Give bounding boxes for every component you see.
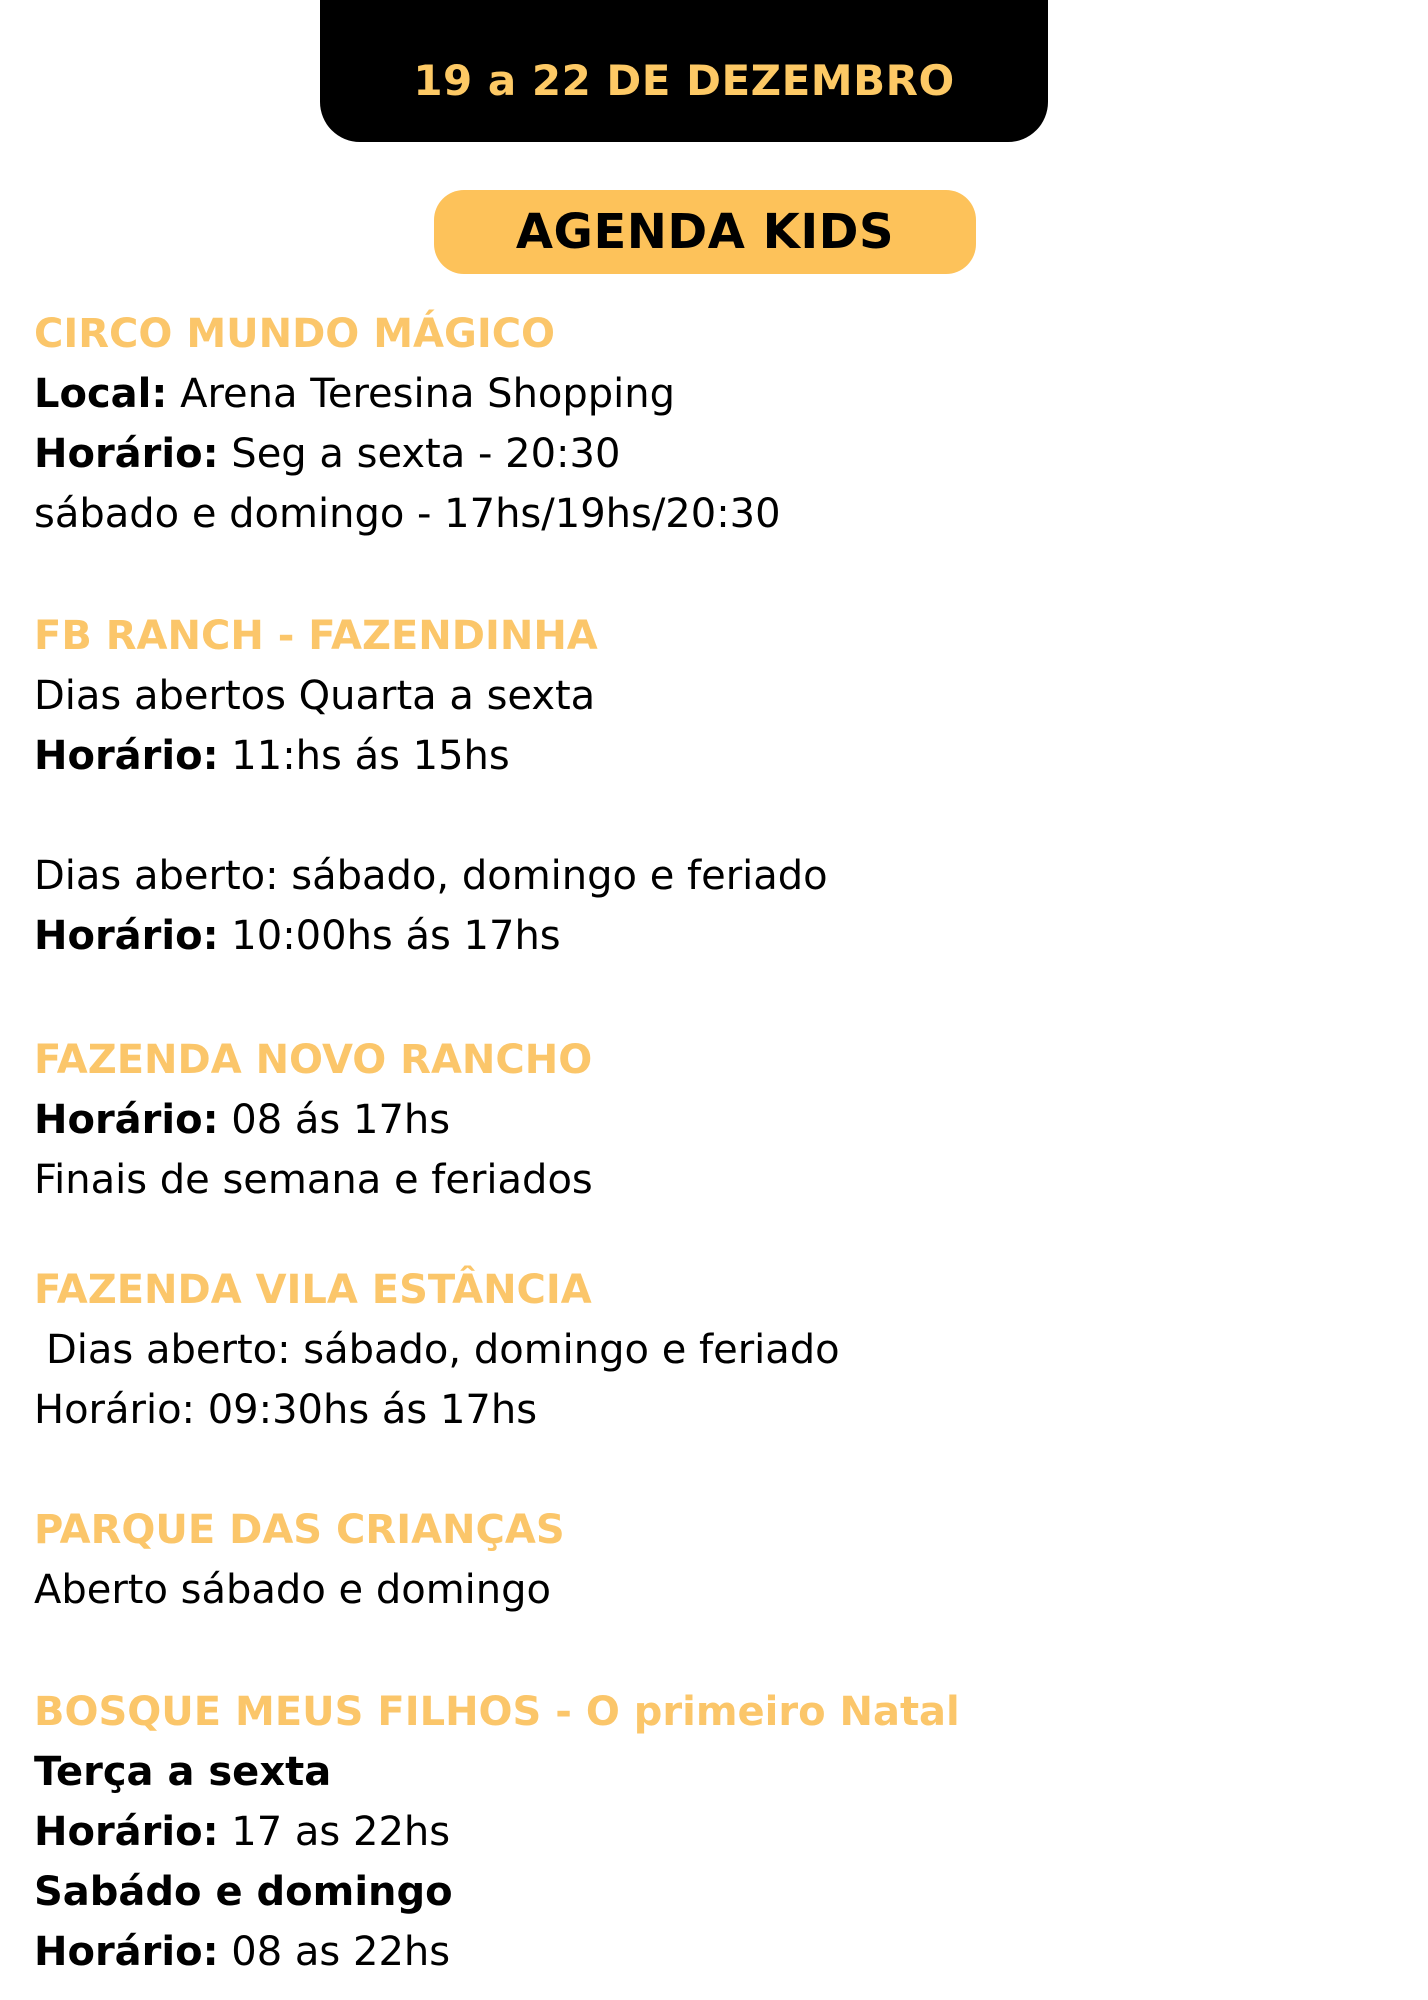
line-label: Local: bbox=[34, 371, 168, 417]
circo-horario-line bbox=[34, 431, 621, 477]
line-text: 10:00hs ás 17hs bbox=[218, 913, 561, 959]
line-text: 17 as 22hs bbox=[218, 1809, 451, 1855]
parque-criancas-days-line bbox=[34, 1567, 551, 1613]
line-text: 11:hs ás 15hs bbox=[218, 733, 510, 779]
circo-weekend-line bbox=[34, 491, 781, 537]
section-title-circo: CIRCO MUNDO MÁGICO bbox=[34, 311, 556, 357]
line-label: Horário: bbox=[34, 1809, 219, 1855]
line-text: Seg a sexta - 20:30 bbox=[218, 431, 621, 477]
novo-rancho-days-line bbox=[34, 1157, 593, 1203]
fb-ranch-weekend-days-line bbox=[34, 853, 828, 899]
line-label: Horário: bbox=[34, 1929, 219, 1975]
agenda-kids-badge bbox=[434, 190, 976, 274]
section-title-fb-ranch: FB RANCH - FAZENDINHA bbox=[34, 613, 598, 659]
vila-estancia-days-line bbox=[46, 1327, 840, 1373]
line-label: Sabádo e domingo bbox=[34, 1869, 453, 1915]
line-text: Dias aberto: sábado, domingo e feriado bbox=[34, 853, 828, 899]
line-text: Dias aberto: sábado, domingo e feriado bbox=[46, 1327, 840, 1373]
vila-estancia-horario-line bbox=[34, 1387, 538, 1433]
line-text: Finais de semana e feriados bbox=[34, 1157, 593, 1203]
line-label: Terça a sexta bbox=[34, 1749, 332, 1795]
line-label: Horário: bbox=[34, 1097, 219, 1143]
line-text: sábado e domingo - 17hs/19hs/20:30 bbox=[34, 491, 781, 537]
bosque-weekend-line bbox=[34, 1869, 453, 1915]
line-text: Horário: 09:30hs ás 17hs bbox=[34, 1387, 538, 1433]
section-title-novo-rancho: FAZENDA NOVO RANCHO bbox=[34, 1037, 593, 1083]
bosque-weekend-horario-line bbox=[34, 1929, 451, 1975]
line-label: Horário: bbox=[34, 913, 219, 959]
line-text: Arena Teresina Shopping bbox=[167, 371, 676, 417]
line-text: Dias abertos Quarta a sexta bbox=[34, 673, 596, 719]
line-label: Horário: bbox=[34, 733, 219, 779]
agenda-kids-label: AGENDA KIDS bbox=[515, 204, 895, 260]
circo-local-line bbox=[34, 371, 676, 417]
bosque-weekdays-line bbox=[34, 1749, 332, 1795]
line-text: 08 ás 17hs bbox=[218, 1097, 451, 1143]
section-title-vila-estancia: FAZENDA VILA ESTÂNCIA bbox=[34, 1267, 592, 1313]
date-banner bbox=[320, 0, 1048, 142]
line-text: Aberto sábado e domingo bbox=[34, 1567, 551, 1613]
fb-ranch-days-line bbox=[34, 673, 596, 719]
bosque-weekdays-horario-line bbox=[34, 1809, 451, 1855]
fb-ranch-horario-line bbox=[34, 733, 510, 779]
section-title-bosque: BOSQUE MEUS FILHOS - O primeiro Natal bbox=[34, 1689, 960, 1735]
date-range: 19 a 22 DE DEZEMBRO bbox=[413, 55, 955, 105]
line-text: 08 as 22hs bbox=[218, 1929, 451, 1975]
line-label: Horário: bbox=[34, 431, 219, 477]
fb-ranch-weekend-horario-line bbox=[34, 913, 561, 959]
section-title-parque-criancas: PARQUE DAS CRIANÇAS bbox=[34, 1507, 565, 1553]
novo-rancho-horario-line bbox=[34, 1097, 451, 1143]
